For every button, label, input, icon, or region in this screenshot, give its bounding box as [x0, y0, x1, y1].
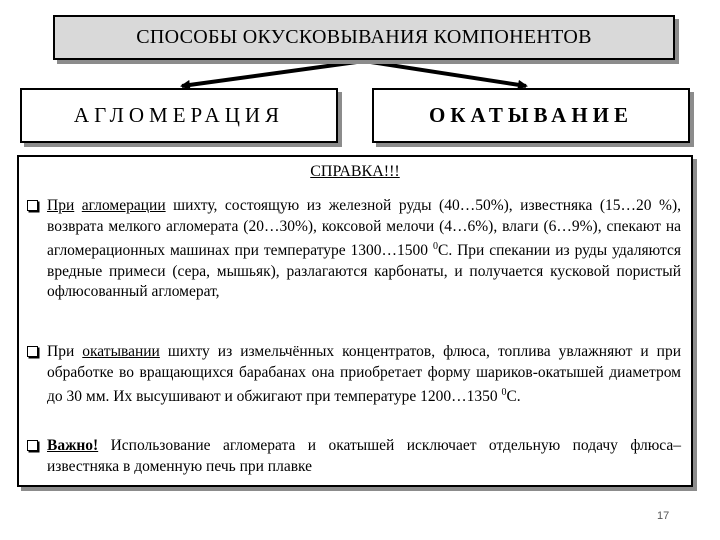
item-body-continued: . При спекании из руды удаляются вредные примеси (сера, мышьяк), разлагаются карбонаты, и получается кусковой пористый офлюсованный агломерат, [47, 242, 681, 301]
checkbox-bullet-icon [27, 346, 38, 357]
arrow-right [364, 61, 526, 86]
agglomeration-label: АГЛОМЕРАЦИЯ [73, 103, 285, 127]
checkbox-bullet-icon [27, 200, 38, 211]
checkbox-bullet-icon [27, 440, 38, 451]
degree-superscript: 0 [501, 387, 507, 398]
item-term: агломерации [81, 197, 166, 214]
degree-superscript: 0 [432, 241, 438, 252]
reference-heading: СПРАВКА!!! [310, 163, 400, 180]
reference-item-agglomeration [27, 196, 681, 303]
item-body: шихту, состоящую из железной руды (40…50%), известняка (15…20 %), возврата мелкого агломерата (20…30%), коксовой мелочи (4…6%), влаги (6…9%), спекают на агломерационных машинах при температуре 1300…1500 [47, 197, 682, 260]
item-term: окатывании [82, 343, 160, 360]
item-lead: При [47, 197, 75, 214]
reference-box [17, 155, 693, 487]
item-unit: С. [506, 388, 521, 406]
reference-item-pelletizing [27, 342, 681, 408]
title-box [53, 15, 675, 60]
item-body: Использование агломерата и окатышей исключает отдельную подачу флюса– известняка в доменную печь при плавке [47, 437, 681, 475]
reference-item-text [47, 436, 681, 477]
item-term: Важно! [47, 437, 99, 454]
reference-item-text [47, 342, 681, 408]
item-body: шихту из измельчённых концентратов, флюса, топлива увлажняют и при обработке во вращающихся барабанах она приобретает форму шариков-окатышей диаметром до 30 мм. Их высушивают и обжигают при температуре 1200…1350 [47, 343, 682, 406]
reference-item-important [27, 436, 681, 477]
page-number: 17 [657, 510, 670, 522]
pelletizing-box [372, 88, 690, 143]
page-title: СПОСОБЫ ОКУСКОВЫВАНИЯ КОМПОНЕНТОВ [136, 26, 592, 48]
item-lead: При [47, 343, 75, 360]
agglomeration-box [20, 88, 338, 143]
reference-item-text [47, 196, 681, 303]
item-unit: С [437, 242, 449, 260]
arrow-left [182, 61, 364, 86]
pelletizing-label: ОКАТЫВАНИЕ [428, 103, 634, 127]
